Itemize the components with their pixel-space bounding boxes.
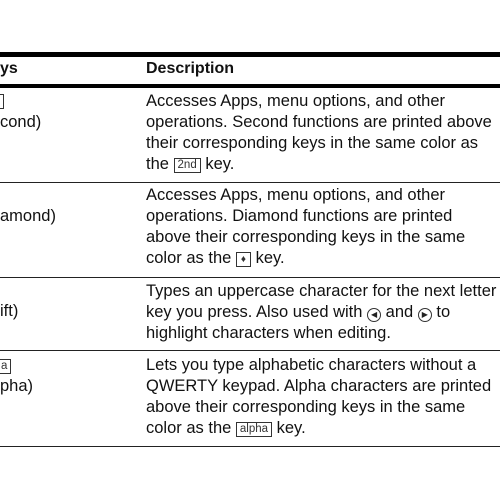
second-key-cap: 2nd bbox=[174, 158, 201, 173]
desc-line bbox=[146, 418, 491, 439]
desc-line: QWERTY keypad. Alpha characters are printed bbox=[146, 377, 492, 395]
key-partial-cap bbox=[0, 94, 4, 109]
desc-text: the bbox=[146, 155, 169, 173]
desc-text: key. bbox=[205, 155, 235, 173]
key-description bbox=[146, 91, 492, 175]
key-name: ift) bbox=[0, 302, 19, 320]
alpha-key-cap: alpha bbox=[236, 422, 272, 437]
desc-text: color as the bbox=[146, 249, 232, 267]
diamond-key-cap: ♦ bbox=[236, 252, 251, 267]
desc-line bbox=[146, 302, 496, 323]
table-bottom-rule bbox=[0, 446, 500, 447]
key-cap-partial bbox=[0, 355, 11, 376]
column-header-keys: ys bbox=[0, 60, 18, 77]
desc-line: above their corresponding keys in the same bbox=[146, 228, 466, 246]
key-description bbox=[146, 281, 496, 344]
desc-line: highlight characters when editing. bbox=[146, 324, 391, 342]
alpha-key-cap: a bbox=[0, 359, 11, 374]
row-divider bbox=[0, 277, 500, 278]
column-header-description: Description bbox=[146, 60, 235, 77]
desc-text: color as the bbox=[146, 419, 232, 437]
desc-text: key you press. Also used with bbox=[146, 303, 363, 321]
desc-text: key. bbox=[276, 419, 306, 437]
desc-text: to bbox=[436, 303, 451, 321]
key-description bbox=[146, 355, 491, 439]
left-arrow-key-icon: ◀ bbox=[367, 308, 381, 322]
desc-line bbox=[146, 248, 465, 269]
key-description bbox=[146, 185, 465, 269]
right-arrow-key-icon: ▶ bbox=[418, 308, 432, 322]
desc-line: their corresponding keys in the same color as bbox=[146, 134, 478, 152]
desc-line: Accesses Apps, menu options, and other bbox=[146, 186, 446, 204]
desc-text: key. bbox=[255, 249, 285, 267]
desc-line: Lets you type alphabetic characters without a bbox=[146, 356, 477, 374]
desc-line bbox=[146, 154, 492, 175]
row-divider bbox=[0, 182, 500, 183]
desc-line: operations. Second functions are printed above bbox=[146, 113, 492, 131]
desc-text: and bbox=[385, 303, 414, 321]
desc-line: operations. Diamond functions are printed bbox=[146, 207, 453, 225]
row-divider bbox=[0, 350, 500, 351]
desc-line: Types an uppercase character for the next letter bbox=[146, 282, 497, 300]
table-top-rule bbox=[0, 52, 500, 57]
desc-line: above their corresponding keys in the same bbox=[146, 398, 466, 416]
desc-line: Accesses Apps, menu options, and other bbox=[146, 92, 446, 110]
key-name: amond) bbox=[0, 207, 56, 225]
key-name: pha) bbox=[0, 377, 34, 395]
key-name: cond) bbox=[0, 113, 42, 131]
table-header-rule bbox=[0, 84, 500, 88]
